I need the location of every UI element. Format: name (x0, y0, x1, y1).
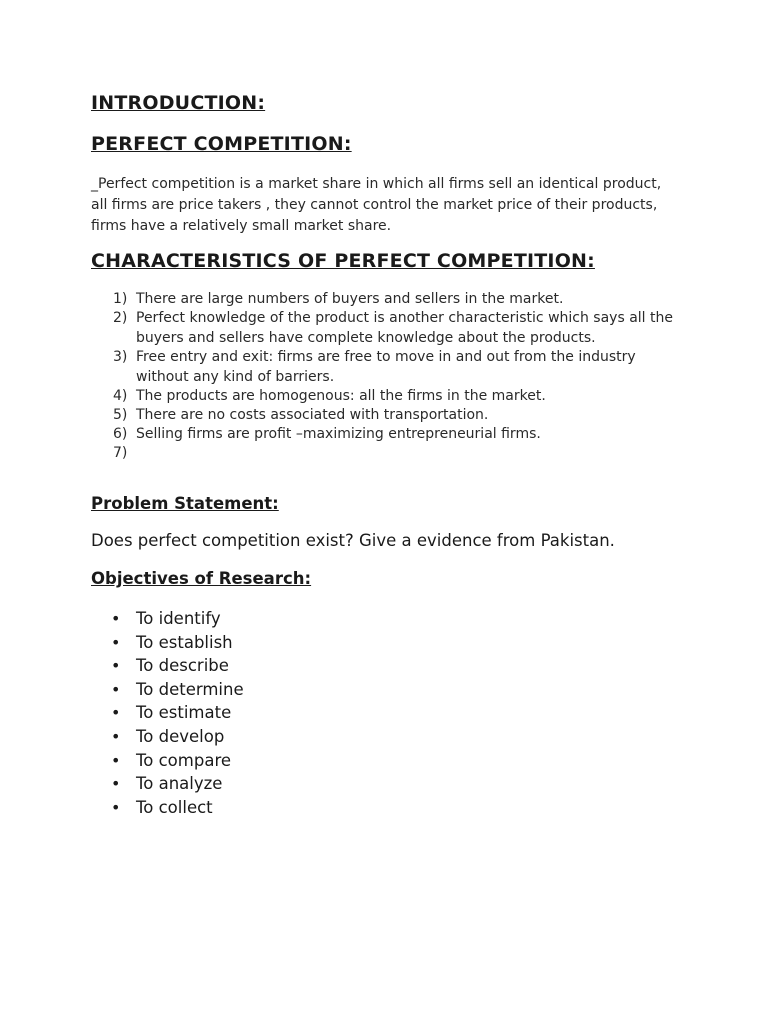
list-item (91, 443, 691, 463)
bullet-icon: • (111, 750, 121, 770)
bullet-icon: • (111, 703, 121, 723)
list-item (91, 749, 244, 773)
list-item-text: To analyze (136, 774, 223, 794)
heading-problem-statement: Problem Statement: (91, 494, 279, 513)
list-item (91, 607, 244, 631)
list-item (91, 725, 244, 749)
objectives-list (91, 607, 244, 819)
list-item-text: To describe (136, 656, 229, 676)
heading-characteristics: CHARACTERISTICS OF PERFECT COMPETITION: (91, 250, 595, 272)
list-item-text: To estimate (136, 703, 232, 723)
list-number: 5) (113, 407, 128, 423)
list-item-text: To establish (136, 632, 233, 652)
bullet-icon: • (111, 609, 121, 628)
list-item (91, 308, 691, 348)
list-item (91, 424, 691, 444)
list-number: 7) (113, 445, 128, 461)
list-item-text: To identify (136, 609, 221, 628)
bullet-icon: • (111, 632, 121, 652)
bullet-icon: • (111, 774, 121, 794)
list-item-text: Free entry and exit: firms are free to move in and out from the industry without any kind of barriers. (136, 349, 636, 385)
bullet-icon: • (111, 656, 121, 676)
list-item (91, 654, 244, 678)
bullet-icon: • (111, 726, 121, 746)
problem-question: Does perfect competition exist? Give a evidence from Pakistan. (91, 531, 615, 550)
list-item (91, 678, 244, 702)
list-item (91, 289, 691, 309)
bullet-icon: • (111, 797, 121, 817)
bullet-icon: • (111, 679, 121, 699)
list-item-text: Perfect knowledge of the product is another characteristic which says all the buyers and sellers have complete knowledge about the products. (136, 310, 673, 346)
list-item-text: To determine (136, 679, 244, 699)
list-item-text: To compare (136, 750, 232, 770)
list-item-text: There are no costs associated with transportation. (136, 407, 489, 423)
list-item-text: Selling firms are profit –maximizing entrepreneurial firms. (136, 426, 541, 442)
list-item-text: To develop (136, 726, 225, 746)
intro-paragraph: _Perfect competition is a market share in which all firms sell an identical product, all firms are price takers , they cannot control the market price of their products, firms have a relatively small market share. (91, 176, 662, 234)
heading-perfect-competition: PERFECT COMPETITION: (91, 133, 352, 155)
list-number: 1) (113, 291, 128, 307)
list-item-text: There are large numbers of buyers and sellers in the market. (136, 291, 564, 307)
list-item (91, 405, 691, 425)
list-number: 6) (113, 426, 128, 442)
list-item (91, 796, 244, 820)
list-item (91, 772, 244, 796)
heading-introduction: INTRODUCTION: (91, 92, 266, 114)
list-item-text: To collect (136, 797, 213, 817)
list-item (91, 386, 691, 406)
list-item-text: The products are homogenous: all the firms in the market. (136, 388, 546, 404)
heading-objectives: Objectives of Research: (91, 569, 312, 588)
list-item (91, 701, 244, 725)
list-number: 3) (113, 349, 128, 365)
list-item (91, 347, 691, 387)
list-number: 2) (113, 310, 128, 326)
list-number: 4) (113, 388, 128, 404)
list-item (91, 631, 244, 655)
characteristics-list (91, 289, 691, 462)
